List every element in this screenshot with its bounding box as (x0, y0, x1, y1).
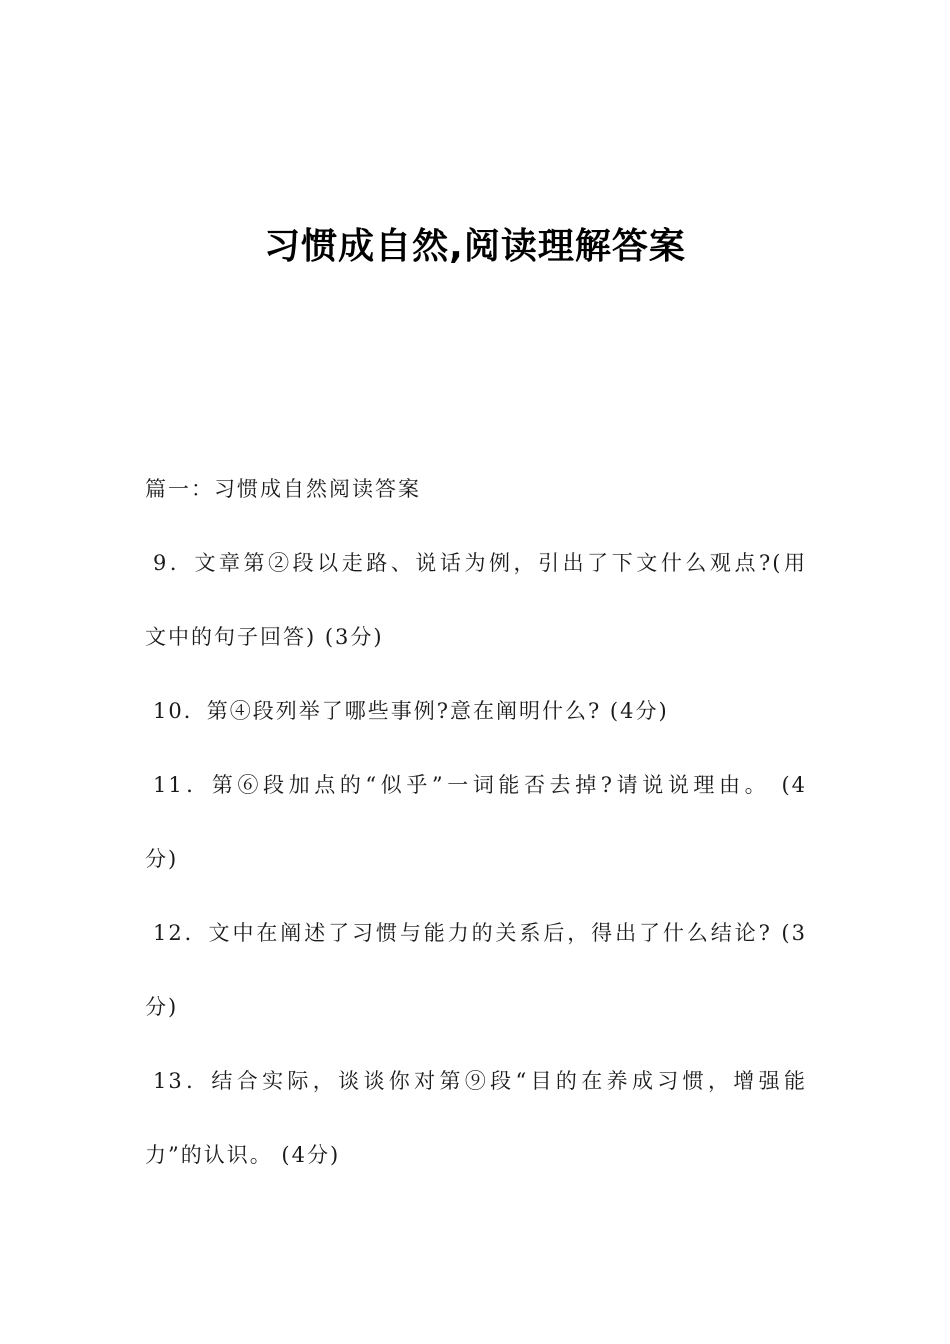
question-12 (145, 896, 807, 1044)
question-line: 文中的句子回答) (3分) (145, 625, 384, 649)
question-line: 分) (145, 995, 179, 1019)
question-line: 12．文中在阐述了习惯与能力的关系后，得出了什么结论? (3 (153, 921, 807, 945)
question-line: 分) (145, 847, 179, 871)
question-line: 13．结合实际，谈谈你对第⑨段“目的在养成习惯，增强能 (153, 1069, 807, 1093)
section-heading: 篇一：习惯成自然阅读答案 (145, 477, 421, 501)
question-line: 力”的认识。 (4分) (145, 1143, 341, 1167)
question-11 (145, 748, 807, 896)
question-13 (145, 1044, 807, 1192)
page-title: 习惯成自然,阅读理解答案 (264, 226, 686, 267)
question-10 (145, 674, 807, 748)
document-body (145, 452, 807, 1192)
question-9 (145, 526, 807, 674)
question-line: 11．第⑥段加点的“似乎”一词能否去掉?请说说理由。 (4 (153, 773, 807, 797)
question-line: 9．文章第②段以走路、说话为例，引出了下文什么观点?(用 (153, 551, 807, 575)
question-line: 10．第④段列举了哪些事例?意在阐明什么? (4分) (153, 699, 669, 723)
